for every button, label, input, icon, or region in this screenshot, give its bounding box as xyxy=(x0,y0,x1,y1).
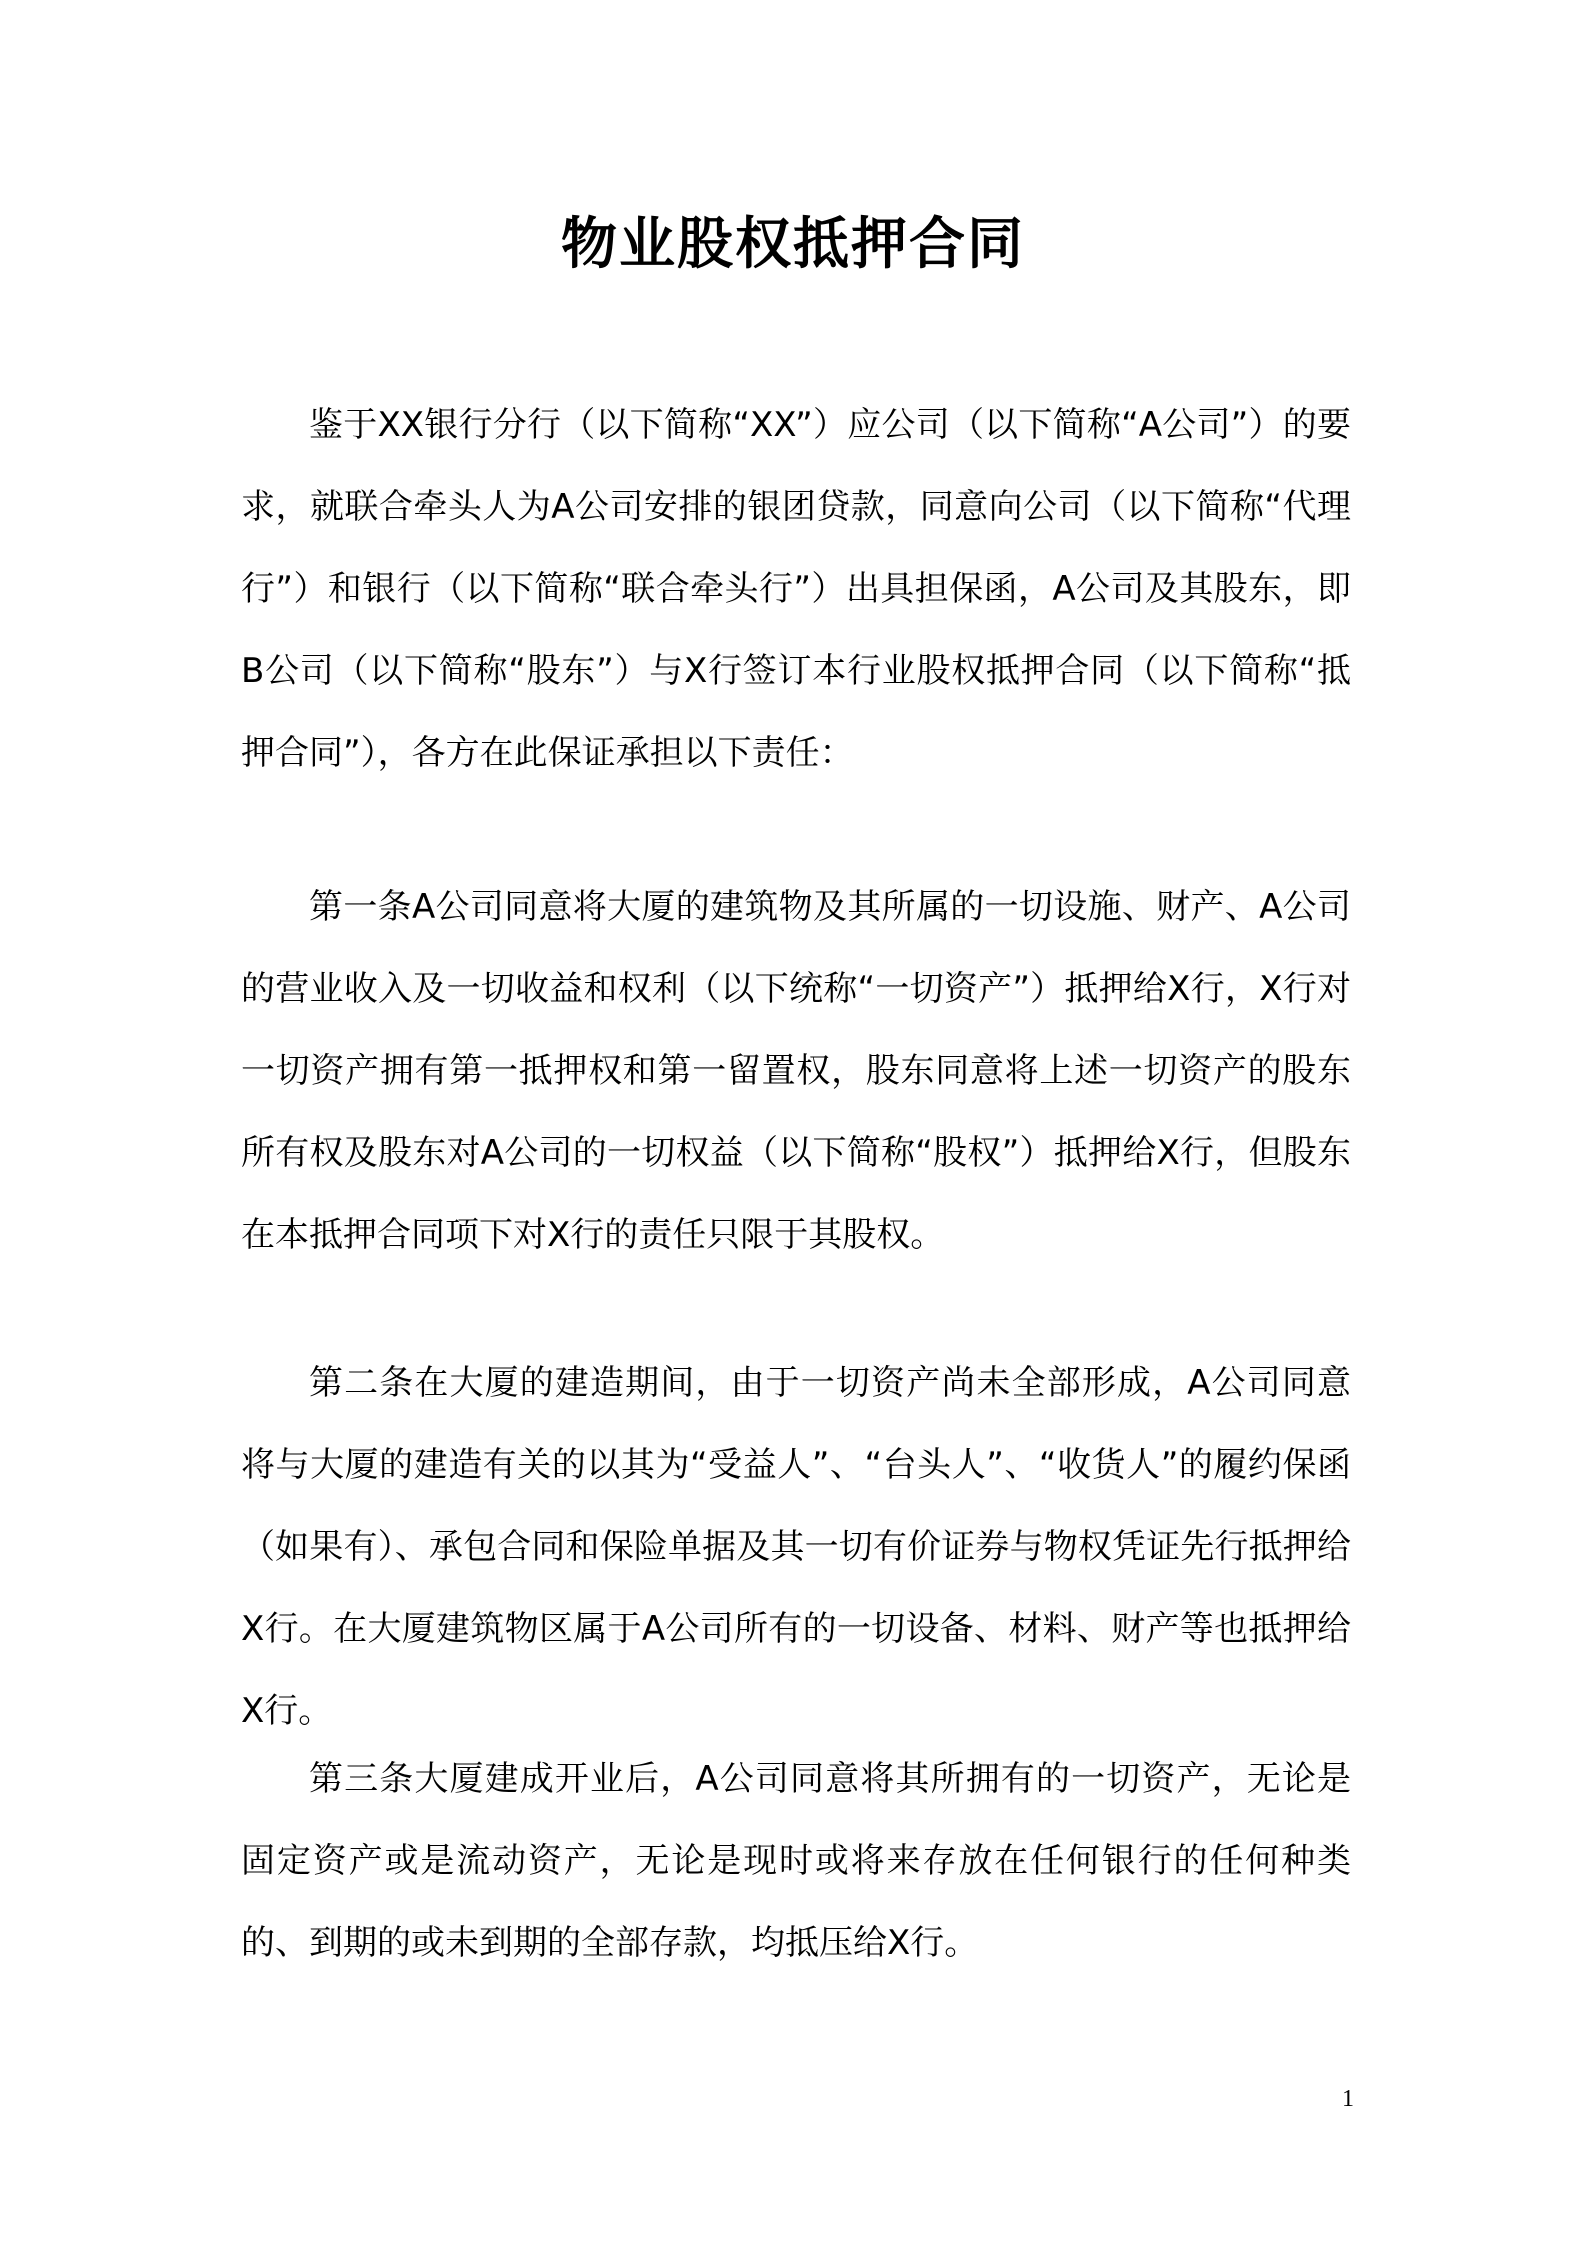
page-number: 1 xyxy=(1342,2086,1354,2112)
article-2-paragraph: 第二条在大厦的建造期间，由于一切资产尚未全部形成，A公司同意将与大厦的建造有关的以其为“受益人”、“台头人”、“收货人”的履约保函（如果有）、承包合同和保险单据及其一切有价证券与物权凭证先行抵押给X行。在大厦建筑物区属于A公司所有的一切设备、材料、财产等也抵押给X行。 xyxy=(241,1363,1351,1731)
preamble-paragraph: 鉴于XX银行分行（以下简称“XX”）应公司（以下简称“A公司”）的要求，就联合牵头人为A公司安排的银团贷款，同意向公司（以下简称“代理行”）和银行（以下简称“联合牵头行”）出具担保函，A公司及其股东，即B公司（以下简称“股东”）与X行签订本行业股权抵押合同（以下简称“抵押合同”），各方在此保证承担以下责任： xyxy=(241,405,1351,773)
article-3-paragraph: 第三条大厦建成开业后，A公司同意将其所拥有的一切资产，无论是固定资产或是流动资产，无论是现时或将来存放在任何银行的任何种类的、到期的或未到期的全部存款，均抵压给X行。 xyxy=(241,1759,1351,1963)
article-1-paragraph: 第一条A公司同意将大厦的建筑物及其所属的一切设施、财产、A公司的营业收入及一切收益和权利（以下统称“一切资产”）抵押给X行，X行对一切资产拥有第一抵押权和第一留置权，股东同意将上述一切资产的股东所有权及股东对A公司的一切权益（以下简称“股权”）抵押给X行，但股东在本抵押合同项下对X行的责任只限于其股权。 xyxy=(241,887,1351,1255)
document-title: 物业股权抵押合同 xyxy=(561,212,1025,277)
